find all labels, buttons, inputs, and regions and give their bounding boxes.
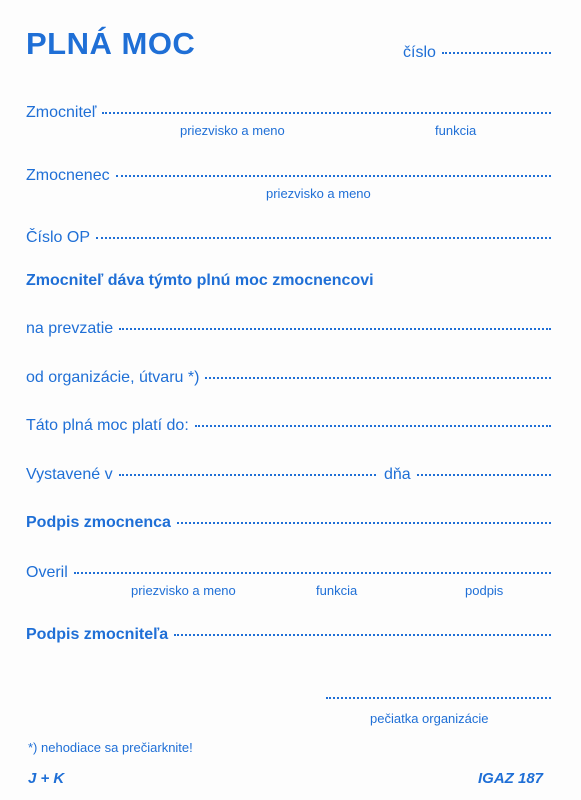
agent-label: Zmocnenec [26,167,110,184]
number-label: číslo [403,44,436,61]
verified-hint-signature: podpis [465,583,504,598]
issued-in-dotted-line[interactable] [119,474,376,476]
valid-until-dotted-line[interactable] [195,425,551,427]
principal-signature-label: Podpis zmocniteľa [26,626,169,643]
organization-dotted-line[interactable] [205,377,551,379]
form-title: PLNÁ MOC [26,26,196,61]
brand-logo: J + K [28,770,65,787]
number-dotted-line[interactable] [442,52,551,54]
collect-dotted-line[interactable] [119,328,551,330]
stamp-label: pečiatka organizácie [370,711,489,726]
collect-field[interactable] [26,320,551,338]
issued-in-label: Vystavené v [26,466,113,483]
valid-until-field[interactable] [26,417,551,435]
verified-field[interactable] [26,564,551,582]
principal-signature-dotted-line[interactable] [174,634,551,636]
verified-label: Overil [26,564,68,581]
organization-label: od organizácie, útvaru *) [26,369,200,386]
agent-field[interactable] [26,167,551,185]
day-dotted-line[interactable] [417,474,551,476]
principal-signature-field[interactable] [26,626,551,644]
principal-hint-name: priezvisko a meno [180,123,285,138]
grant-statement: Zmocniteľ dáva týmto plnú moc zmocnencovi [26,272,374,289]
id-dotted-line[interactable] [96,237,551,239]
issued-date-field[interactable] [384,466,551,484]
id-number-field[interactable] [26,229,551,247]
agent-hint-name: priezvisko a meno [266,186,371,201]
agent-dotted-line[interactable] [116,175,551,177]
verified-dotted-line[interactable] [74,572,551,574]
agent-signature-field[interactable] [26,514,551,532]
number-field[interactable] [403,44,551,62]
footnote: *) nehodiace sa prečiarknite! [28,740,193,755]
principal-hint-function: funkcia [435,123,477,138]
stamp-dotted-line[interactable] [326,697,551,699]
day-label: dňa [384,466,411,483]
stamp-field[interactable] [326,700,551,702]
id-label: Číslo OP [26,229,91,246]
verified-hint-name: priezvisko a meno [131,583,236,598]
agent-signature-label: Podpis zmocnenca [26,514,171,531]
valid-until-label: Táto plná moc platí do: [26,417,189,434]
issued-in-field[interactable] [26,466,376,484]
organization-field[interactable] [26,369,551,387]
collect-label: na prevzatie [26,320,114,337]
verified-hint-function: funkcia [316,583,358,598]
principal-label: Zmocniteľ [26,104,97,121]
form-code: IGAZ 187 [478,770,544,787]
agent-signature-dotted-line[interactable] [177,522,551,524]
principal-dotted-line[interactable] [102,112,551,114]
principal-field[interactable] [26,104,551,122]
